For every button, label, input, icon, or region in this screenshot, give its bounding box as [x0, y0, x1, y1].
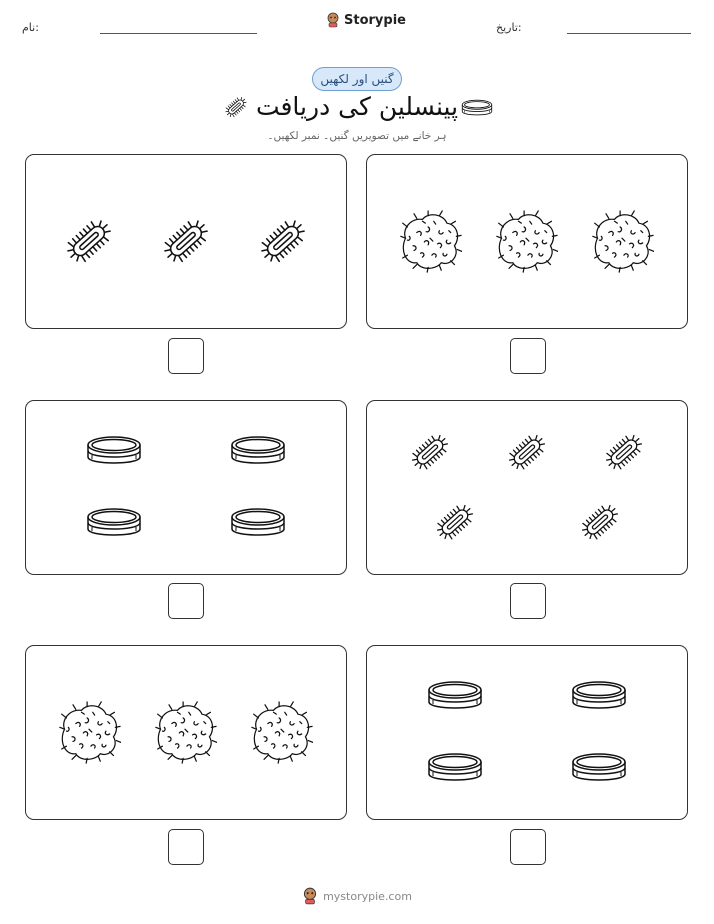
- footer: [0, 887, 714, 905]
- counting-box-middle-right: [366, 400, 688, 575]
- answer-box-middle-right[interactable]: [510, 583, 546, 619]
- petri-dish-icon: [228, 428, 288, 470]
- bacillus-icon: [600, 428, 648, 476]
- bacillus-icon: [431, 498, 479, 546]
- storypie-mascot-icon: [302, 887, 318, 905]
- answer-box-bottom-right[interactable]: [510, 829, 546, 865]
- bacillus-icon: [503, 428, 551, 476]
- answer-box-top-left[interactable]: [168, 338, 204, 374]
- name-label: نام:: [22, 21, 39, 34]
- bacillus-icon: [157, 212, 215, 270]
- petri-dish-icon: [425, 673, 485, 715]
- date-line[interactable]: [567, 33, 691, 34]
- mold-icon: [153, 701, 217, 765]
- petri-dish-icon: [425, 745, 485, 787]
- answer-box-top-right[interactable]: [510, 338, 546, 374]
- answer-box-bottom-left[interactable]: [168, 829, 204, 865]
- counting-box-middle-left: [25, 400, 347, 575]
- name-line[interactable]: [100, 33, 257, 34]
- page-title: پینسلین کی دریافت: [255, 92, 459, 121]
- counting-box-bottom-right: [366, 645, 688, 820]
- brand-logo: [326, 12, 406, 28]
- answer-box-middle-left[interactable]: [168, 583, 204, 619]
- activity-badge: گنیں اور لکھیں: [312, 67, 402, 91]
- footer-url[interactable]: mystorypie.com: [323, 889, 412, 903]
- petri-dish-icon: [460, 95, 494, 119]
- mold-icon: [494, 210, 558, 274]
- brand-name: Storypie: [344, 12, 406, 28]
- bacillus-icon: [254, 212, 312, 270]
- petri-dish-icon: [84, 500, 144, 542]
- storypie-mascot-icon: [326, 12, 340, 28]
- instructions: ہر خانے میں تصویریں گنیں۔ نمبر لکھیں۔: [267, 130, 447, 142]
- bacillus-icon: [406, 428, 454, 476]
- date-label: تاریخ:: [496, 21, 522, 34]
- bacillus-icon: [60, 212, 118, 270]
- mold-icon: [57, 701, 121, 765]
- petri-dish-icon: [228, 500, 288, 542]
- mold-icon: [249, 701, 313, 765]
- mold-icon: [590, 210, 654, 274]
- bacillus-icon: [576, 498, 624, 546]
- petri-dish-icon: [569, 745, 629, 787]
- petri-dish-icon: [84, 428, 144, 470]
- mold-icon: [398, 210, 462, 274]
- petri-dish-icon: [569, 673, 629, 715]
